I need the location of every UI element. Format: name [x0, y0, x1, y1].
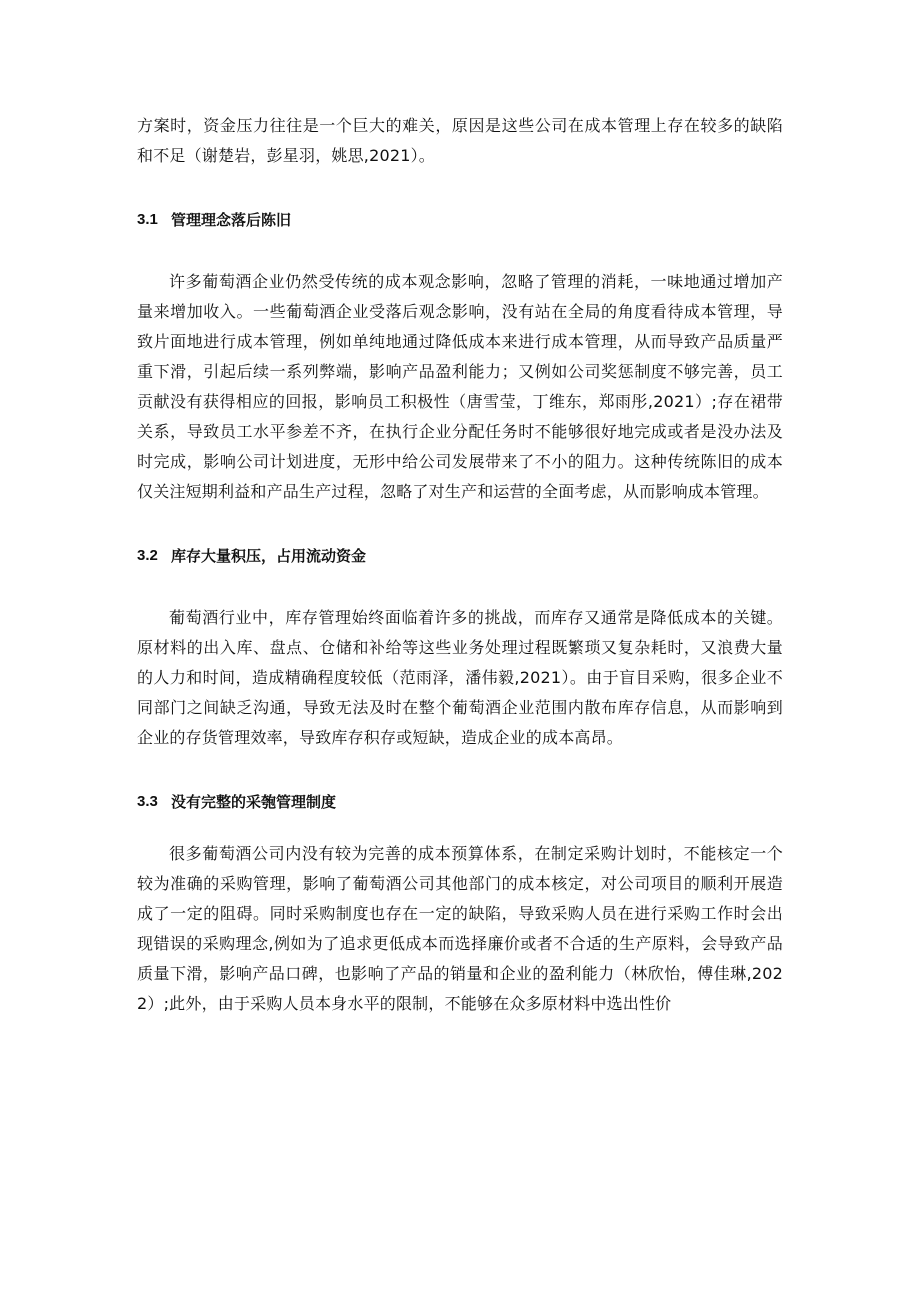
section-number: 3.1 — [137, 211, 158, 228]
section-title: 没有完整的采匏管理制度 — [171, 793, 337, 811]
section-heading-3-3 — [137, 791, 783, 813]
document-body — [137, 111, 783, 1019]
section-heading-3-2 — [137, 545, 783, 567]
section-title: 管理理念落后陈旧 — [171, 211, 292, 229]
paragraph-section-3-1: 许多葡萄酒企业仍然受传统的成本观念影响，忽略了管理的消耗，一味地通过增加产量来增加收入。一些葡萄酒企业受落后观念影响，没有站在全局的角度看待成本管理，导致片面地进行成本管理，例如单纯地通过降低成本来进行成本管理，从而导致产品质量严重下滑，引起后续一系列弊端，影响产品盈利能力；又例如公司奖惩制度不够完善，员工贡献没有获得相应的回报，影响员工积极性（唐雪莹，丁维东，郑雨彤,2021）;存在裙带关系，导致员工水平参差不齐，在执行企业分配任务时不能够很好地完成或者是没办法及时完成，影响公司计划进度，无形中给公司发展带来了不小的阻力。这种传统陈旧的成本仅关注短期利益和产品生产过程，忽略了对生产和运营的全面考虑，从而影响成本管理。 — [137, 272, 783, 501]
section-title: 库存大量积压，占用流动资金 — [171, 547, 367, 565]
section-number: 3.3 — [137, 793, 158, 810]
section-number: 3.2 — [137, 547, 158, 564]
section-heading-3-1 — [137, 209, 783, 231]
paragraph-intro: 方案时，资金压力往往是一个巨大的难关，原因是这些公司在成本管理上存在较多的缺陷和不足（谢楚岩，彭星羽，姚思,2021）。 — [137, 116, 783, 165]
paragraph-section-3-3: 很多葡萄酒公司内没有较为完善的成本预算体系，在制定采购计划时，不能核定一个较为准确的采购管理，影响了葡萄酒公司其他部门的成本核定，对公司项目的顺利开展造成了一定的阻碍。同时采购制度也存在一定的缺陷，导致采购人员在进行采购工作时会出现错误的采购理念,例如为了追求更低成本而选择廉价或者不合适的生产原料，会导致产品质量下滑，影响产品口碑，也影响了产品的销量和企业的盈利能力（林欣怡，傅佳琳,2022）;此外，由于采购人员本身水平的限制，不能够在众多原材料中选出性价 — [137, 844, 783, 1013]
paragraph-section-3-2: 葡萄酒行业中，库存管理始终面临着许多的挑战，而库存又通常是降低成本的关键。原材料的出入库、盘点、仓储和补给等这些业务处理过程既繁琐又复杂耗时，又浪费大量的人力和时间，造成精确程度较低（范雨泽，潘伟毅,2021）。由于盲目采购，很多企业不同部门之间缺乏沟通，导致无法及时在整个葡萄酒企业范围内散布库存信息，从而影响到企业的存货管理效率，导致库存积存或短缺，造成企业的成本高昂。 — [137, 608, 783, 747]
